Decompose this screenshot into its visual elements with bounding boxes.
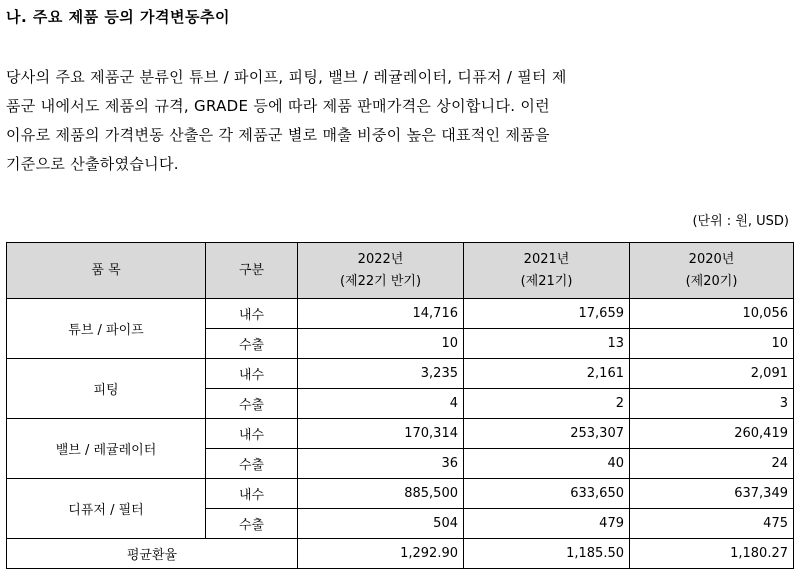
value-2021: 17,659 (464, 299, 630, 329)
header-2021-year: 2021년 (523, 251, 570, 267)
value-2020: 10,056 (630, 299, 794, 329)
header-item: 품 목 (7, 243, 206, 299)
table-row-exchange-rate (7, 539, 794, 569)
row-type: 내수 (206, 359, 298, 389)
group-name-tube-pipe: 튜브 / 파이프 (7, 299, 206, 359)
paragraph-line: 당사의 주요 제품군 분류인 튜브 / 파이프, 피팅, 밸브 / 레귤레이터, 디퓨저 / 필터 제 (6, 68, 567, 86)
value-2021: 1,185.50 (464, 539, 630, 569)
table-row (7, 479, 794, 509)
price-change-table (6, 242, 794, 569)
value-2020: 3 (630, 389, 794, 419)
paragraph-line: 품군 내에서도 제품의 규격, GRADE 등에 따라 제품 판매가격은 상이합니다. 이런 (6, 97, 550, 115)
header-2021-period: (제21기) (520, 273, 573, 289)
value-2020: 2,091 (630, 359, 794, 389)
header-2022-period: (제22기 반기) (339, 273, 422, 289)
value-2021: 13 (464, 329, 630, 359)
section-heading: 나. 주요 제품 등의 가격변동추이 (6, 8, 230, 26)
value-2020: 10 (630, 329, 794, 359)
header-2022 (298, 243, 464, 299)
value-2021: 2 (464, 389, 630, 419)
header-2020 (630, 243, 794, 299)
value-2022: 3,235 (298, 359, 464, 389)
table-row (7, 299, 794, 329)
row-type: 내수 (206, 479, 298, 509)
row-type: 수출 (206, 329, 298, 359)
row-type: 수출 (206, 389, 298, 419)
group-name-valve-regulator: 밸브 / 레귤레이터 (7, 419, 206, 479)
value-2020: 260,419 (630, 419, 794, 449)
value-2022: 10 (298, 329, 464, 359)
value-2021: 633,650 (464, 479, 630, 509)
description-paragraph (6, 63, 791, 179)
row-type: 내수 (206, 419, 298, 449)
group-name-fitting: 피팅 (7, 359, 206, 419)
value-2020: 1,180.27 (630, 539, 794, 569)
value-2021: 40 (464, 449, 630, 479)
value-2022: 504 (298, 509, 464, 539)
value-2022: 1,292.90 (298, 539, 464, 569)
header-2020-period: (제20기) (685, 273, 738, 289)
header-2022-year: 2022년 (357, 251, 404, 267)
value-2021: 2,161 (464, 359, 630, 389)
row-type: 수출 (206, 449, 298, 479)
header-type: 구분 (206, 243, 298, 299)
value-2020: 24 (630, 449, 794, 479)
paragraph-line: 이유로 제품의 가격변동 산출은 각 제품군 별로 매출 비중이 높은 대표적인 제품을 (6, 126, 550, 144)
exchange-rate-label: 평균환율 (7, 539, 298, 569)
value-2021: 253,307 (464, 419, 630, 449)
header-2020-year: 2020년 (688, 251, 735, 267)
value-2021: 479 (464, 509, 630, 539)
value-2022: 36 (298, 449, 464, 479)
value-2022: 170,314 (298, 419, 464, 449)
table-row (7, 419, 794, 449)
group-name-diffuser-filter: 디퓨저 / 필터 (7, 479, 206, 539)
value-2020: 637,349 (630, 479, 794, 509)
unit-note: (단위 : 원, USD) (692, 214, 789, 229)
header-2021 (464, 243, 630, 299)
value-2020: 475 (630, 509, 794, 539)
value-2022: 885,500 (298, 479, 464, 509)
paragraph-line: 기준으로 산출하였습니다. (6, 155, 179, 173)
row-type: 내수 (206, 299, 298, 329)
row-type: 수출 (206, 509, 298, 539)
value-2022: 4 (298, 389, 464, 419)
table-row (7, 359, 794, 389)
value-2022: 14,716 (298, 299, 464, 329)
